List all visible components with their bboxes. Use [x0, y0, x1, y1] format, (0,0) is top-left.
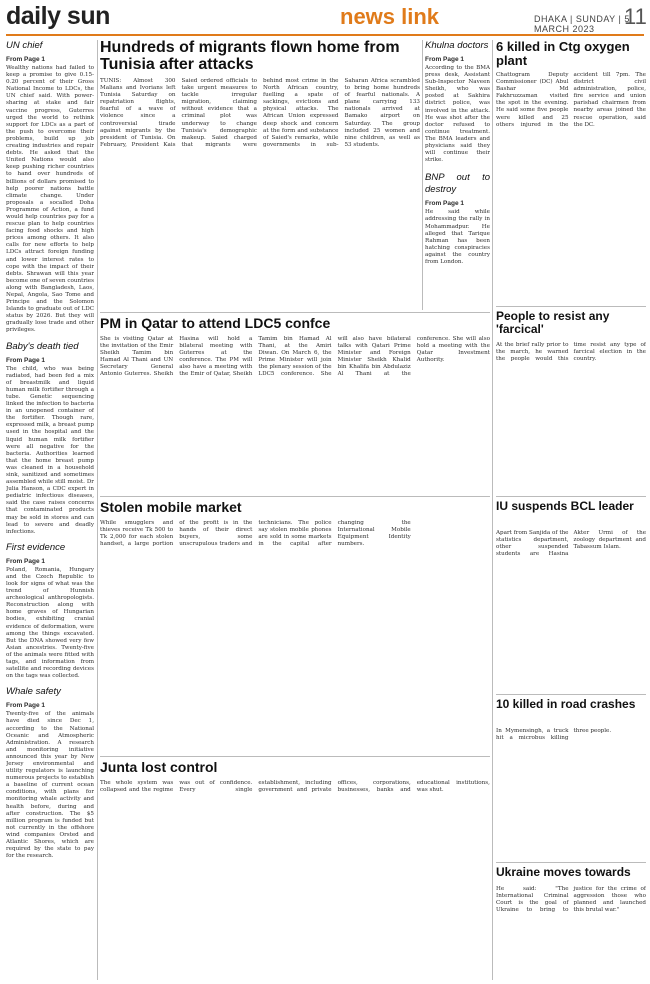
junta-headline: Junta lost control — [100, 759, 218, 775]
section-divider — [100, 496, 490, 497]
from-page-label: From Page 1 — [425, 56, 465, 63]
sidebar-story — [6, 542, 94, 681]
sidebar-story-text: The child, who was being radiated, had been fed a mix of breastmilk and liquid human milk fortifier through a tube. Genetic sequencing linked the infection to bacteria in an unopened container of the fortifier. Though rare, expressed milk, a breast pump used in the hospital and the liquid human milk fortifier were all negative for the bacteria. Authorities learned that the home breast pump was cleaned in a household sink, sanitized and sometimes assembled while still moist. Dr Julia Hanson, a CDC expert in pediatric infectious diseases, said the case raises concerns that contaminated products may be sold in stores and can lead to severe and deadly infections. — [6, 365, 94, 535]
bnp-title: BNP out to destroy — [425, 172, 490, 196]
sidebar-story-title: Baby's death tied — [6, 340, 79, 352]
khulna-title: Khulna doctors — [425, 40, 489, 51]
masthead — [0, 0, 650, 34]
stolen-story-text — [100, 520, 490, 752]
section-title: news link — [340, 4, 440, 29]
ukraine-headline: Ukraine moves towards — [496, 865, 631, 879]
iu-story-text — [496, 530, 646, 690]
column-divider — [97, 40, 98, 980]
khulna-story — [425, 40, 490, 310]
farcical-headline: People to resist any 'farcical' — [496, 309, 610, 336]
section-divider — [100, 312, 490, 313]
crashes-story-body: In Mymensingh, a truck hit a microbus killing three people. — [496, 728, 612, 742]
dateline: DHAKA | SUNDAY | 5 MARCH 2023 — [534, 14, 630, 34]
section-divider — [100, 756, 490, 757]
sidebar-story-text: Wealthy nations had failed to keep a promise to give 0.15-0.20 percent of their Gross National Income to LDCs, the UN chief said. With power-sharing at stake and fair vaccine progress, Guterres urged the world to rethink support for LDCs as a part of the push to overcome their problems, build up job creating industries and repair debts. He asked that the United Nations would also keep pushing richer countries to hand over hundreds of billions of dollars promised to help poorer nations battle climate change. Under proposals a socalled Doha Programme of Action, a fund would help countries pay for a rescue plan to help countries facing food shocks and high prices among others. It also calls for new efforts to help LDCs attract foreign funding and lower interest rates to cope with the impact of their debts. Shrawan will this year become one of seven countries along with Bangladesh, Laos, Nepal, Angola, Sao Tome and Principe and the Solomon Islands to graduate out of LDC status by 2026. But they will gradually lose trade and other privileges. — [6, 65, 94, 334]
sidebar-story-text: Twenty-five of the animals have died since Dec 1, according to the National Oceanic and Atmospheric Administration. A research and monitoring initiative announced this year by New Jersey environmental and utility regulators is launching numerous projects to establish a baseline of current ocean conditions, with plans for monitoring whale activity and health before, during and after construction. The $5 million program is funded but not currently in the offshore wind companies Orsted and Atlantic Shores, which are required by the state to pay for the research. — [6, 711, 94, 860]
from-page-label: From Page 1 — [6, 557, 46, 565]
iu-story-body: Apart from Sanjida of the statistics department, other suspended students are Hasina Akter Urmi of the zoology department and Tabassum Islam. — [496, 530, 646, 558]
sidebar-story — [6, 341, 94, 536]
ukraine-story-text — [496, 886, 646, 980]
ctg-story-text — [496, 72, 646, 302]
sidebar-story-title: UN chief — [6, 40, 43, 51]
ctg-story-body: Chattogram Deputy Commissioner (DC) Abul Bashar Md Fakhruzzaman visited the spot in the evening. He said some five people were killed and 25 others injured in the accident till 7pm. The district civil administration, police, fire service and union parishad chairmen from nearby areas joined the rescue operation, said the DC. — [496, 72, 646, 128]
crashes-headline: 10 killed in road crashes — [496, 697, 636, 711]
from-page-label: From Page 1 — [425, 200, 465, 208]
sidebar-story-title: First evidence — [6, 541, 66, 553]
iu-headline: IU suspends BCL leader — [496, 499, 634, 513]
from-page-label: From Page 1 — [6, 56, 46, 63]
column-divider — [422, 40, 423, 310]
farcical-story-body: At the brief rally prior to the march, he warned the people would this time resist any type of farcical election in the country. — [496, 342, 646, 363]
stolen-story-body: While smugglers and thieves receive Tk 500 to Tk 2,000 for each stolen handset, a large portion of the profit is in the hands of their direct buyers, some unscrupulous traders and technicians. The police say stolen mobile phones are sold in some markets in the capital after changing the International Mobile Equipment Identity numbers. — [100, 520, 411, 548]
stolen-headline: Stolen mobile market — [100, 499, 242, 515]
sidebar-story — [6, 40, 94, 335]
masthead-rule — [6, 34, 644, 36]
farcical-story-text — [496, 342, 646, 492]
main-story-body: TUNIS: Almost 300 Malians and Ivorians left Tunisia Saturday on repatriation flights, fearful of a wave of violence since a controversial tirade against migrants by the president of Tunisia. On February, President Kais Saied ordered officials to take urgent measures to tackle irregular migration, claiming without evidence that a criminal plot was underway to change Tunisia's demographic makeup. Saied charged that migrants were behind most crime in the North African country, fuelling a spate of sackings, evictions and physical attacks. The African Union expressed deep shock and concern at the form and substance of Saied's remarks, while governments in sub-Saharan Africa scrambled to bring home hundreds of fearful nationals. A plane carrying 133 nationals arrived at Bamako airport on Saturday. The group included 25 women and nine children, as well as 53 students. — [100, 78, 420, 148]
sidebar-story — [6, 686, 94, 860]
junta-story-text — [100, 780, 490, 980]
ctg-headline: 6 killed in Ctg oxygen plant — [496, 39, 630, 68]
crashes-story-text — [496, 728, 646, 858]
pm-headline: PM in Qatar to attend LDC5 confce — [100, 315, 331, 331]
sidebar-story-title: Whale safety — [6, 686, 61, 698]
main-story-text — [100, 78, 420, 308]
ukraine-story-body: He said: "The International Criminal Court is the goal of Ukraine to bring to justice for the crime of aggression those who planned and launched this brutal war." — [496, 886, 646, 914]
brand-logo: daily sun — [6, 2, 110, 30]
pm-story-text — [100, 336, 490, 494]
section-divider — [496, 862, 646, 863]
section-divider — [496, 496, 646, 497]
from-page-label: From Page 1 — [6, 702, 46, 710]
section-divider — [496, 694, 646, 695]
junta-story-body: The whole system was collapsed and the regime was out of confidence. Every single establishment, including government and private offices, corporations, businesses, banks and educational institutions, was shut. — [100, 780, 490, 794]
khulna-text: According to the BMA press desk, Assistant Sub-Inspector Naveen Sheikh, who was posted at Sakhira district police, was involved in the attack. He was shot after the doctor refused to continue treatment. The BMA leaders and physicians said they will continue their strike. — [425, 65, 490, 164]
section-divider — [496, 306, 646, 307]
from-page-label: From Page 1 — [6, 356, 46, 364]
column-divider — [492, 40, 493, 980]
main-headline: Hundreds of migrants flown home from Tunisia after attacks — [100, 39, 400, 73]
pm-story-body: She is visiting Qatar at the invitation of the Emir Sheikh Tamim bin Hamad Al Thani and UN Secretary General Antonio Guterres. Sheikh Hasina will hold a bilateral meeting with Guterres at the conference. The PM will also have a meeting with the Emir of Qatar, Sheikh Tamim bin Hamad Al Thani, at the Amiri Diwan. On March 6, the Prime Minister will join the plenary session of the LDC5 conference. She will also have bilateral talks with Qatari Prime Minister and Foreign Minister Sheikh Khalid bin Khalifa bin Abdulaziz Al Thani at the conference. She will also hold a meeting with the Qatar Investment Authority. — [100, 336, 490, 378]
bnp-text: He said while addressing the rally in Mohammadpur. He alleged that Tarique Rahman has been hatching conspiracies against the country from London. — [425, 209, 490, 265]
sidebar-column — [6, 40, 94, 980]
page-number: 11 — [624, 4, 647, 29]
sidebar-story-text: Poland, Romania, Hungary and the Czech Republic to look for signs of what was the trend of Hunnish archeological anthropologists. Reconstruction along with home graves of Hungarian bodies, exhibiting cranial evidence of deformation, were among the things excavated. But the DNA showed very few Asian ancestries. Twenty-five of the animals were fitted with tags, and information from satellite and recording devices on the tags was collected. — [6, 566, 94, 680]
